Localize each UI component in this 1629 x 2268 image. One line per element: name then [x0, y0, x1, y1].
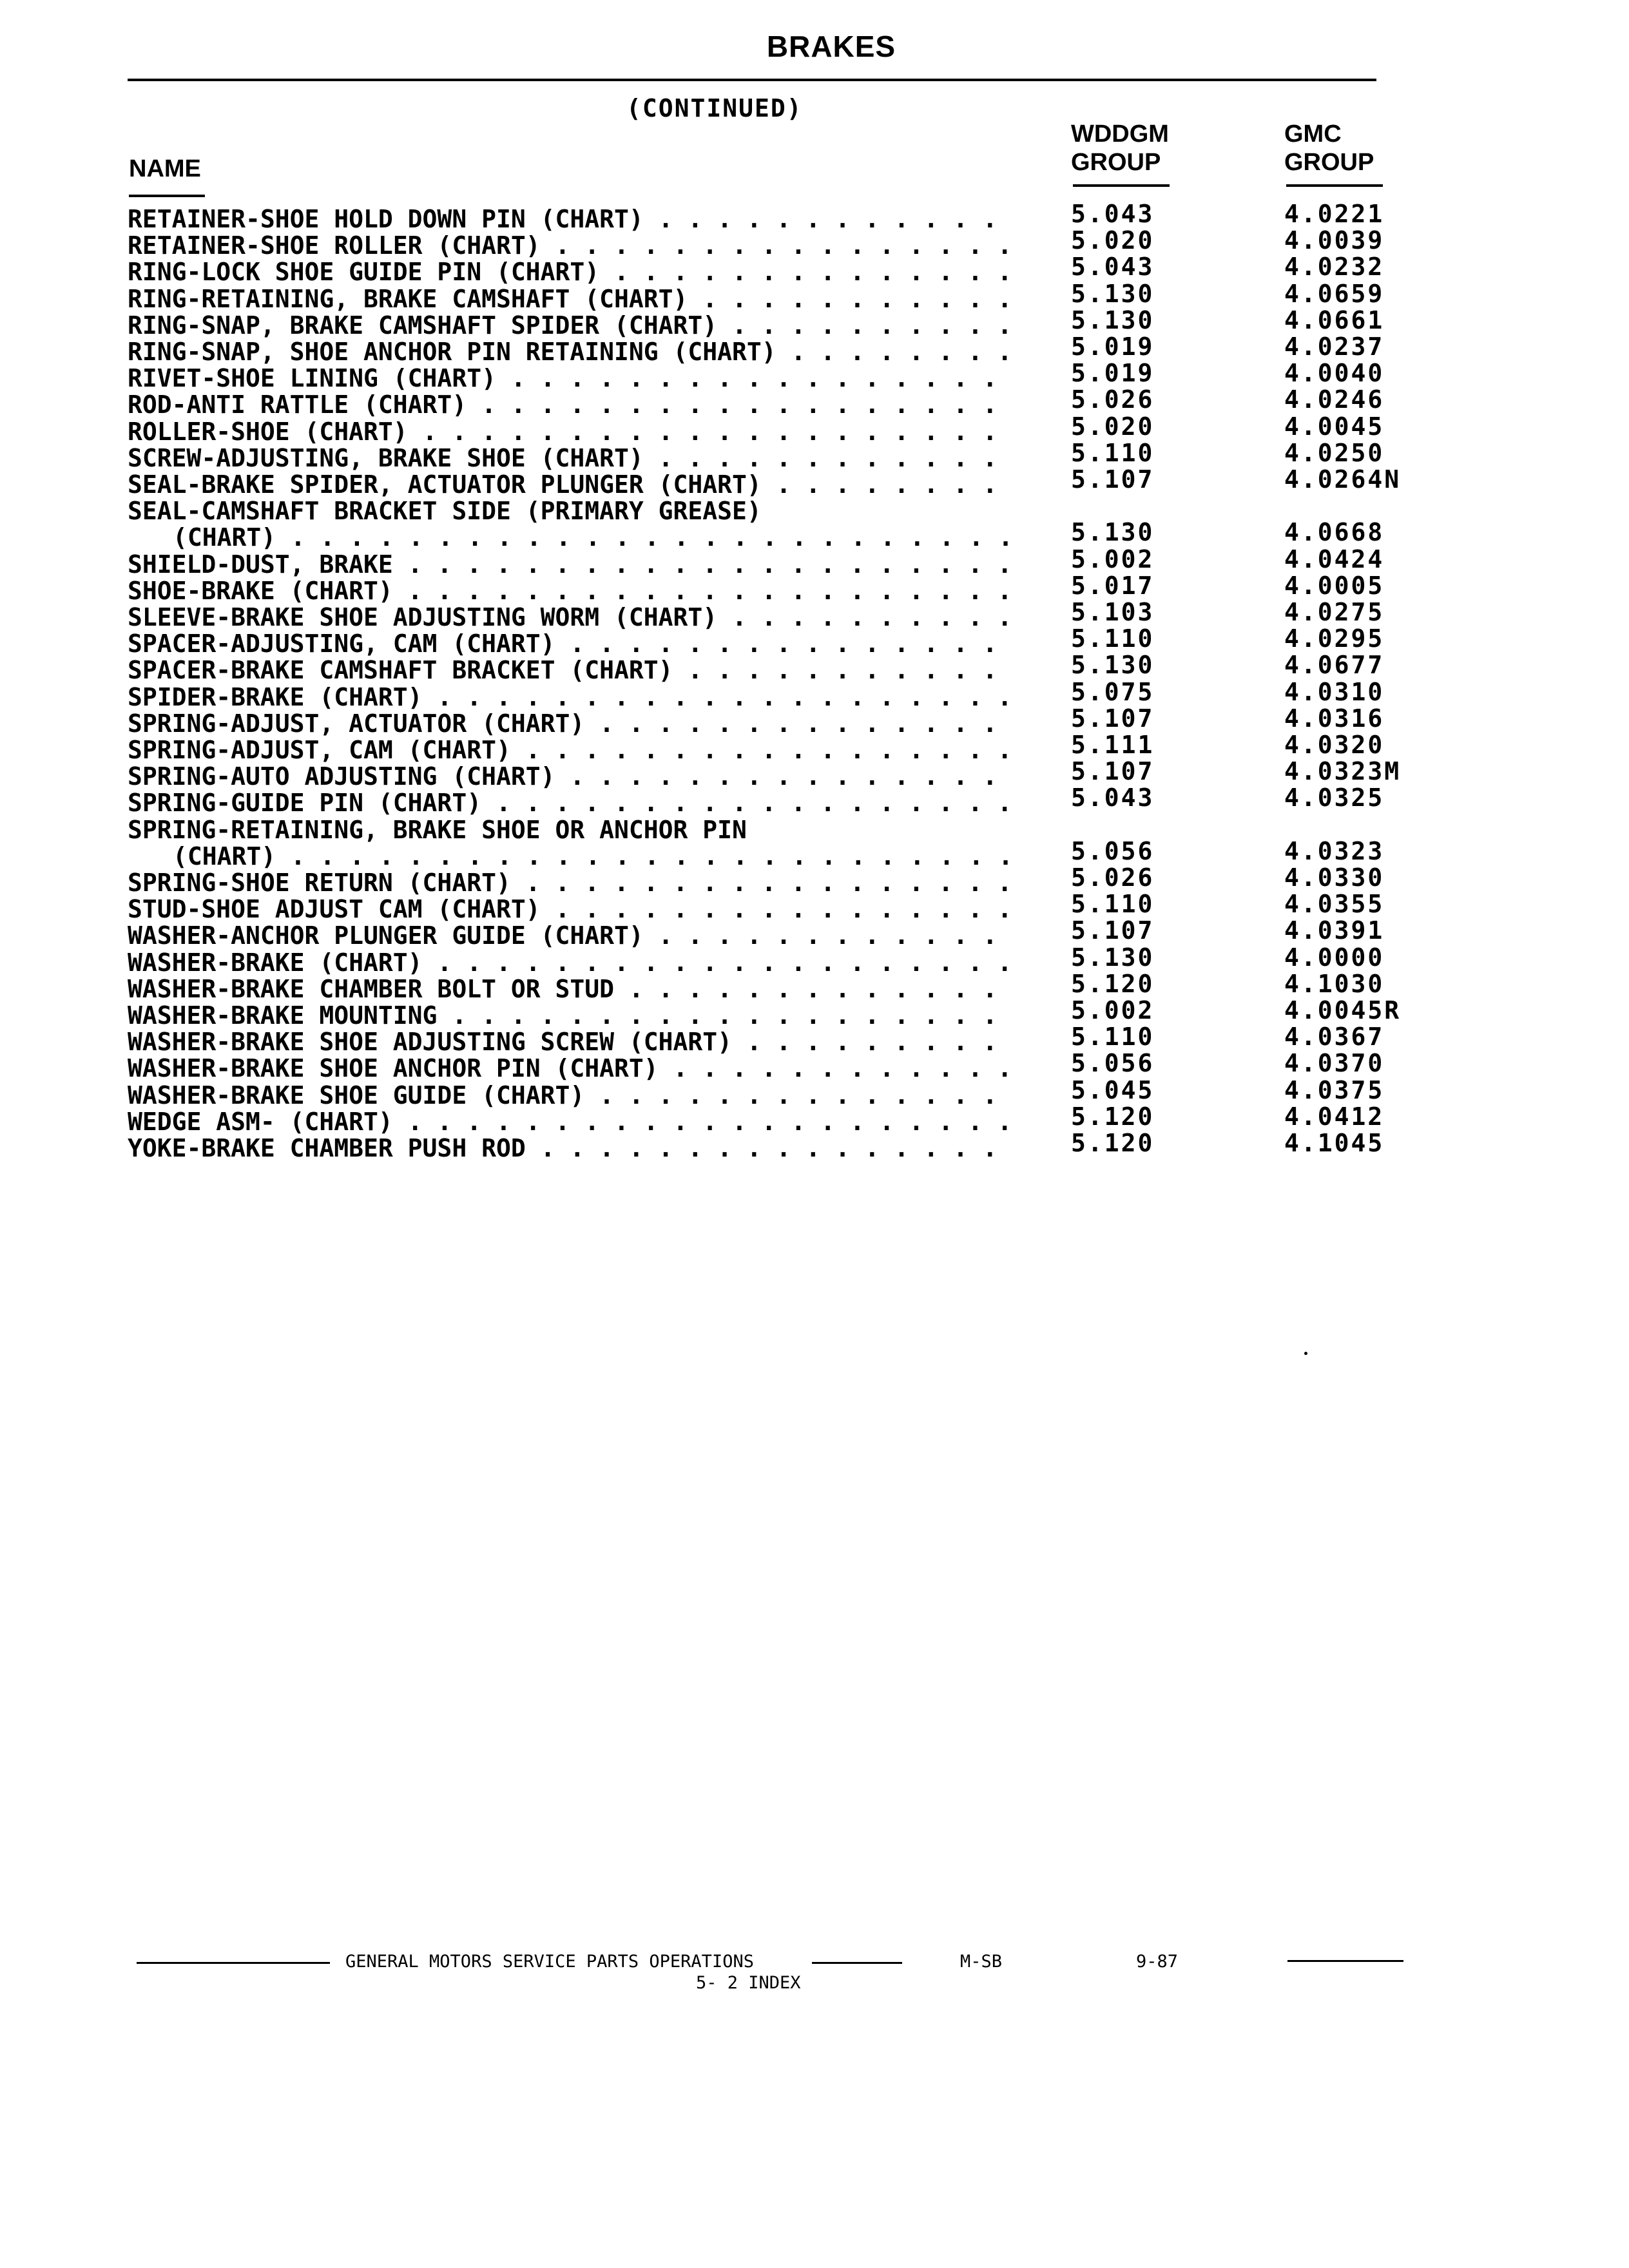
table-row-name — [128, 1055, 1017, 1082]
table-row-wddgm: 5.111 — [1071, 731, 1155, 759]
table-row-label: WASHER-BRAKE (CHART) . . . — [128, 950, 1017, 976]
table-row-label: SHOE-BRAKE (CHART) . . . — [128, 578, 1017, 604]
table-row-label: WASHER-BRAKE MOUNTING . . . — [128, 1003, 1017, 1029]
column-header-name — [129, 155, 201, 183]
table-row-label: ROD-ANTI RATTLE (CHART) . . . — [128, 392, 1017, 418]
table-row-wddgm: 5.026 — [1071, 863, 1155, 892]
footer-date: 9-87 — [1136, 1952, 1179, 1972]
table-row-gmc: 4.0246 — [1284, 385, 1385, 414]
table-row-gmc: 4.0316 — [1284, 704, 1385, 733]
table-row-name — [128, 737, 1017, 764]
column-header-wddgm — [1071, 120, 1169, 177]
table-row-name: SEAL-CAMSHAFT BRACKET SIDE (PRIMARY GREASE) — [128, 498, 762, 525]
table-row-wddgm: 5.043 — [1071, 253, 1155, 282]
table-row-label: ROLLER-SHOE (CHART) . . . — [128, 419, 1017, 445]
table-row-label: RETAINER-SHOE HOLD DOWN PIN (CHART) . . . — [128, 206, 1017, 233]
table-row-label: (CHART) . . . — [173, 524, 1017, 551]
table-row-label: RIVET-SHOE LINING (CHART) . . . — [128, 365, 1017, 392]
table-row-label: SLEEVE-BRAKE SHOE ADJUSTING WORM (CHART) . . . — [128, 604, 1017, 631]
table-row-gmc: 4.0310 — [1284, 677, 1385, 706]
table-row-gmc: 4.1045 — [1284, 1129, 1385, 1157]
table-row-label: RING-RETAINING, BRAKE CAMSHAFT (CHART) . . . — [128, 286, 1017, 312]
table-row-name — [128, 392, 1017, 418]
table-row-label: SCREW-ADJUSTING, BRAKE SHOE (CHART) . . . — [128, 445, 1017, 472]
table-row-gmc: 4.0295 — [1284, 624, 1385, 653]
column-header-gmc-line2: GROUP — [1284, 149, 1374, 176]
table-row-wddgm: 5.130 — [1071, 943, 1155, 972]
table-row-wddgm: 5.110 — [1071, 890, 1155, 919]
table-row-name — [128, 657, 1017, 684]
table-row-label: SHIELD-DUST, BRAKE . . . — [128, 552, 1017, 578]
table-row-wddgm: 5.130 — [1071, 279, 1155, 308]
table-row-wddgm: 5.002 — [1071, 544, 1155, 573]
table-row-name — [128, 631, 1017, 657]
table-row-name — [128, 684, 1017, 711]
footer-org: GENERAL MOTORS SERVICE PARTS OPERATIONS — [345, 1952, 754, 1972]
table-row-name — [128, 206, 1017, 233]
table-row-gmc: 4.0323 — [1284, 836, 1385, 865]
table-row-gmc: 4.0424 — [1284, 544, 1385, 573]
table-row-wddgm: 5.110 — [1071, 624, 1155, 653]
table-row-name — [128, 1135, 1017, 1162]
column-header-gmc — [1284, 120, 1374, 177]
table-row-name — [128, 950, 1017, 976]
table-row-gmc: 4.0320 — [1284, 731, 1385, 759]
table-row-gmc: 4.0661 — [1284, 305, 1385, 334]
footer-rule-left — [137, 1962, 330, 1964]
table-row-name — [128, 976, 1017, 1003]
table-row-wddgm: 5.107 — [1071, 465, 1155, 494]
table-row-wddgm: 5.019 — [1071, 332, 1155, 361]
table-row-gmc: 4.0005 — [1284, 571, 1385, 600]
table-row-label: SPRING-ADJUST, CAM (CHART) . . . — [128, 737, 1017, 764]
page-title: BRAKES — [766, 30, 896, 63]
table-row-gmc: 4.0264N — [1284, 465, 1402, 494]
table-row-label: WEDGE ASM- (CHART) . . . — [128, 1109, 1017, 1135]
continued-label: (CONTINUED) — [626, 94, 803, 122]
table-row-wddgm: 5.120 — [1071, 969, 1155, 998]
table-row-gmc: 4.0370 — [1284, 1049, 1385, 1078]
table-row-gmc: 4.0045 — [1284, 412, 1385, 441]
table-row-name — [128, 923, 1017, 949]
table-row-wddgm: 5.002 — [1071, 996, 1155, 1024]
table-row-gmc: 4.0677 — [1284, 651, 1385, 680]
table-row-gmc: 4.0275 — [1284, 598, 1385, 626]
table-row-wddgm: 5.130 — [1071, 651, 1155, 680]
table-row-gmc: 4.0659 — [1284, 279, 1385, 308]
table-row-wddgm: 5.056 — [1071, 836, 1155, 865]
table-row-name — [128, 472, 1017, 498]
table-row-name — [128, 365, 1017, 392]
table-row-wddgm: 5.017 — [1071, 571, 1155, 600]
footer-index: 5- 2 INDEX — [696, 1973, 801, 1993]
table-row-gmc: 4.0221 — [1284, 200, 1385, 228]
table-row-name — [128, 1029, 1017, 1055]
table-row-gmc: 4.0039 — [1284, 226, 1385, 255]
table-row-wddgm: 5.020 — [1071, 226, 1155, 255]
table-row-label: (CHART) . . . — [173, 843, 1017, 870]
table-row-name — [128, 552, 1017, 578]
footer-rule-mid — [812, 1962, 902, 1964]
table-row-label: SPRING-AUTO ADJUSTING (CHART) . . . — [128, 764, 1017, 790]
table-row-name — [128, 1082, 1017, 1109]
table-row-label: SPIDER-BRAKE (CHART) . . . — [128, 684, 1017, 711]
column-header-wddgm-line2: GROUP — [1071, 149, 1161, 176]
footer-rule-right — [1287, 1960, 1403, 1962]
table-row-label: STUD-SHOE ADJUST CAM (CHART) . . . — [128, 896, 1017, 923]
table-row-name — [128, 790, 1017, 816]
table-row-gmc: 4.0000 — [1284, 943, 1385, 972]
column-header-name-label: NAME — [129, 155, 201, 182]
table-row-wddgm: 5.120 — [1071, 1102, 1155, 1131]
table-row-wddgm: 5.107 — [1071, 704, 1155, 733]
table-row-gmc: 4.0355 — [1284, 890, 1385, 919]
table-row-wddgm: 5.019 — [1071, 359, 1155, 388]
footer-code: M-SB — [960, 1952, 1003, 1972]
table-row-name — [173, 843, 1017, 870]
table-row-name — [128, 711, 1017, 737]
table-row-name — [128, 419, 1017, 445]
table-row-label: SPRING-GUIDE PIN (CHART) . . . — [128, 790, 1017, 816]
table-row-gmc: 4.0237 — [1284, 332, 1385, 361]
table-row-label: SPRING-ADJUST, ACTUATOR (CHART) . . . — [128, 711, 1017, 737]
table-row-wddgm: 5.026 — [1071, 385, 1155, 414]
table-row-name — [128, 339, 1017, 365]
table-row-name — [128, 578, 1017, 604]
table-row-label: WASHER-ANCHOR PLUNGER GUIDE (CHART) . . . — [128, 923, 1017, 949]
table-row-name: SPRING-RETAINING, BRAKE SHOE OR ANCHOR PIN — [128, 816, 747, 843]
table-row-label: SPACER-ADJUSTING, CAM (CHART) . . . — [128, 631, 1017, 657]
table-row-wddgm: 5.130 — [1071, 305, 1155, 334]
column-header-gmc-line1: GMC — [1284, 120, 1342, 148]
table-row-name — [128, 233, 1017, 259]
column-rule-name — [129, 195, 205, 197]
table-row-wddgm: 5.075 — [1071, 677, 1155, 706]
table-row-label: RING-SNAP, BRAKE CAMSHAFT SPIDER (CHART) . . . — [128, 312, 1017, 339]
table-row-gmc: 4.0250 — [1284, 438, 1385, 467]
table-row-wddgm: 5.107 — [1071, 757, 1155, 786]
table-row-label: WASHER-BRAKE CHAMBER BOLT OR STUD . . . — [128, 976, 1017, 1003]
table-row-label: SEAL-BRAKE SPIDER, ACTUATOR PLUNGER (CHART) . . . — [128, 472, 1017, 498]
table-row-wddgm: 5.110 — [1071, 438, 1155, 467]
table-row-wddgm: 5.110 — [1071, 1023, 1155, 1052]
table-row-gmc: 4.0040 — [1284, 359, 1385, 388]
table-row-wddgm: 5.020 — [1071, 412, 1155, 441]
table-row-name — [128, 870, 1017, 896]
table-row-gmc: 4.0045R — [1284, 996, 1402, 1024]
table-row-gmc: 4.0232 — [1284, 253, 1385, 282]
column-rule-wddgm — [1073, 184, 1170, 187]
table-row-name — [128, 286, 1017, 312]
table-row-label: YOKE-BRAKE CHAMBER PUSH ROD . . . — [128, 1135, 1017, 1162]
table-row-gmc: 4.0367 — [1284, 1023, 1385, 1052]
table-row-name — [128, 445, 1017, 472]
column-header-wddgm-line1: WDDGM — [1071, 120, 1169, 148]
table-row-name — [173, 524, 1017, 551]
table-row-label: RING-LOCK SHOE GUIDE PIN (CHART) . . . — [128, 259, 1017, 285]
table-row-label: WASHER-BRAKE SHOE GUIDE (CHART) . . . — [128, 1082, 1017, 1109]
table-row-name — [128, 1003, 1017, 1029]
stray-mark — [1304, 1352, 1307, 1355]
table-row-wddgm: 5.043 — [1071, 200, 1155, 228]
table-row-name — [128, 312, 1017, 339]
table-row-gmc: 4.0330 — [1284, 863, 1385, 892]
table-row-gmc: 4.0668 — [1284, 518, 1385, 547]
table-row-label: WASHER-BRAKE SHOE ADJUSTING SCREW (CHART) . . . — [128, 1029, 1017, 1055]
table-row-gmc: 4.0323M — [1284, 757, 1402, 786]
table-row-wddgm: 5.056 — [1071, 1049, 1155, 1078]
table-row-label: WASHER-BRAKE SHOE ANCHOR PIN (CHART) . . . — [128, 1055, 1017, 1082]
table-row-name — [128, 604, 1017, 631]
table-row-wddgm: 5.103 — [1071, 598, 1155, 626]
column-rule-gmc — [1286, 184, 1383, 187]
title-rule — [128, 79, 1376, 81]
table-row-gmc: 4.1030 — [1284, 969, 1385, 998]
table-row-label: RING-SNAP, SHOE ANCHOR PIN RETAINING (CHART) . . . — [128, 339, 1017, 365]
table-row-label: SPRING-SHOE RETURN (CHART) . . . — [128, 870, 1017, 896]
table-row-name — [128, 896, 1017, 923]
table-row-name — [128, 1109, 1017, 1135]
table-row-wddgm: 5.130 — [1071, 518, 1155, 547]
table-row-wddgm: 5.043 — [1071, 783, 1155, 812]
table-row-label: SPACER-BRAKE CAMSHAFT BRACKET (CHART) . . . — [128, 657, 1017, 684]
table-row-name — [128, 259, 1017, 285]
table-row-wddgm: 5.107 — [1071, 916, 1155, 945]
table-row-gmc: 4.0325 — [1284, 783, 1385, 812]
table-row-gmc: 4.0391 — [1284, 916, 1385, 945]
table-row-gmc: 4.0412 — [1284, 1102, 1385, 1131]
table-row-wddgm: 5.120 — [1071, 1129, 1155, 1157]
table-row-wddgm: 5.045 — [1071, 1075, 1155, 1104]
table-row-gmc: 4.0375 — [1284, 1075, 1385, 1104]
table-row-label: RETAINER-SHOE ROLLER (CHART) . . . — [128, 233, 1017, 259]
table-row-name — [128, 764, 1017, 790]
